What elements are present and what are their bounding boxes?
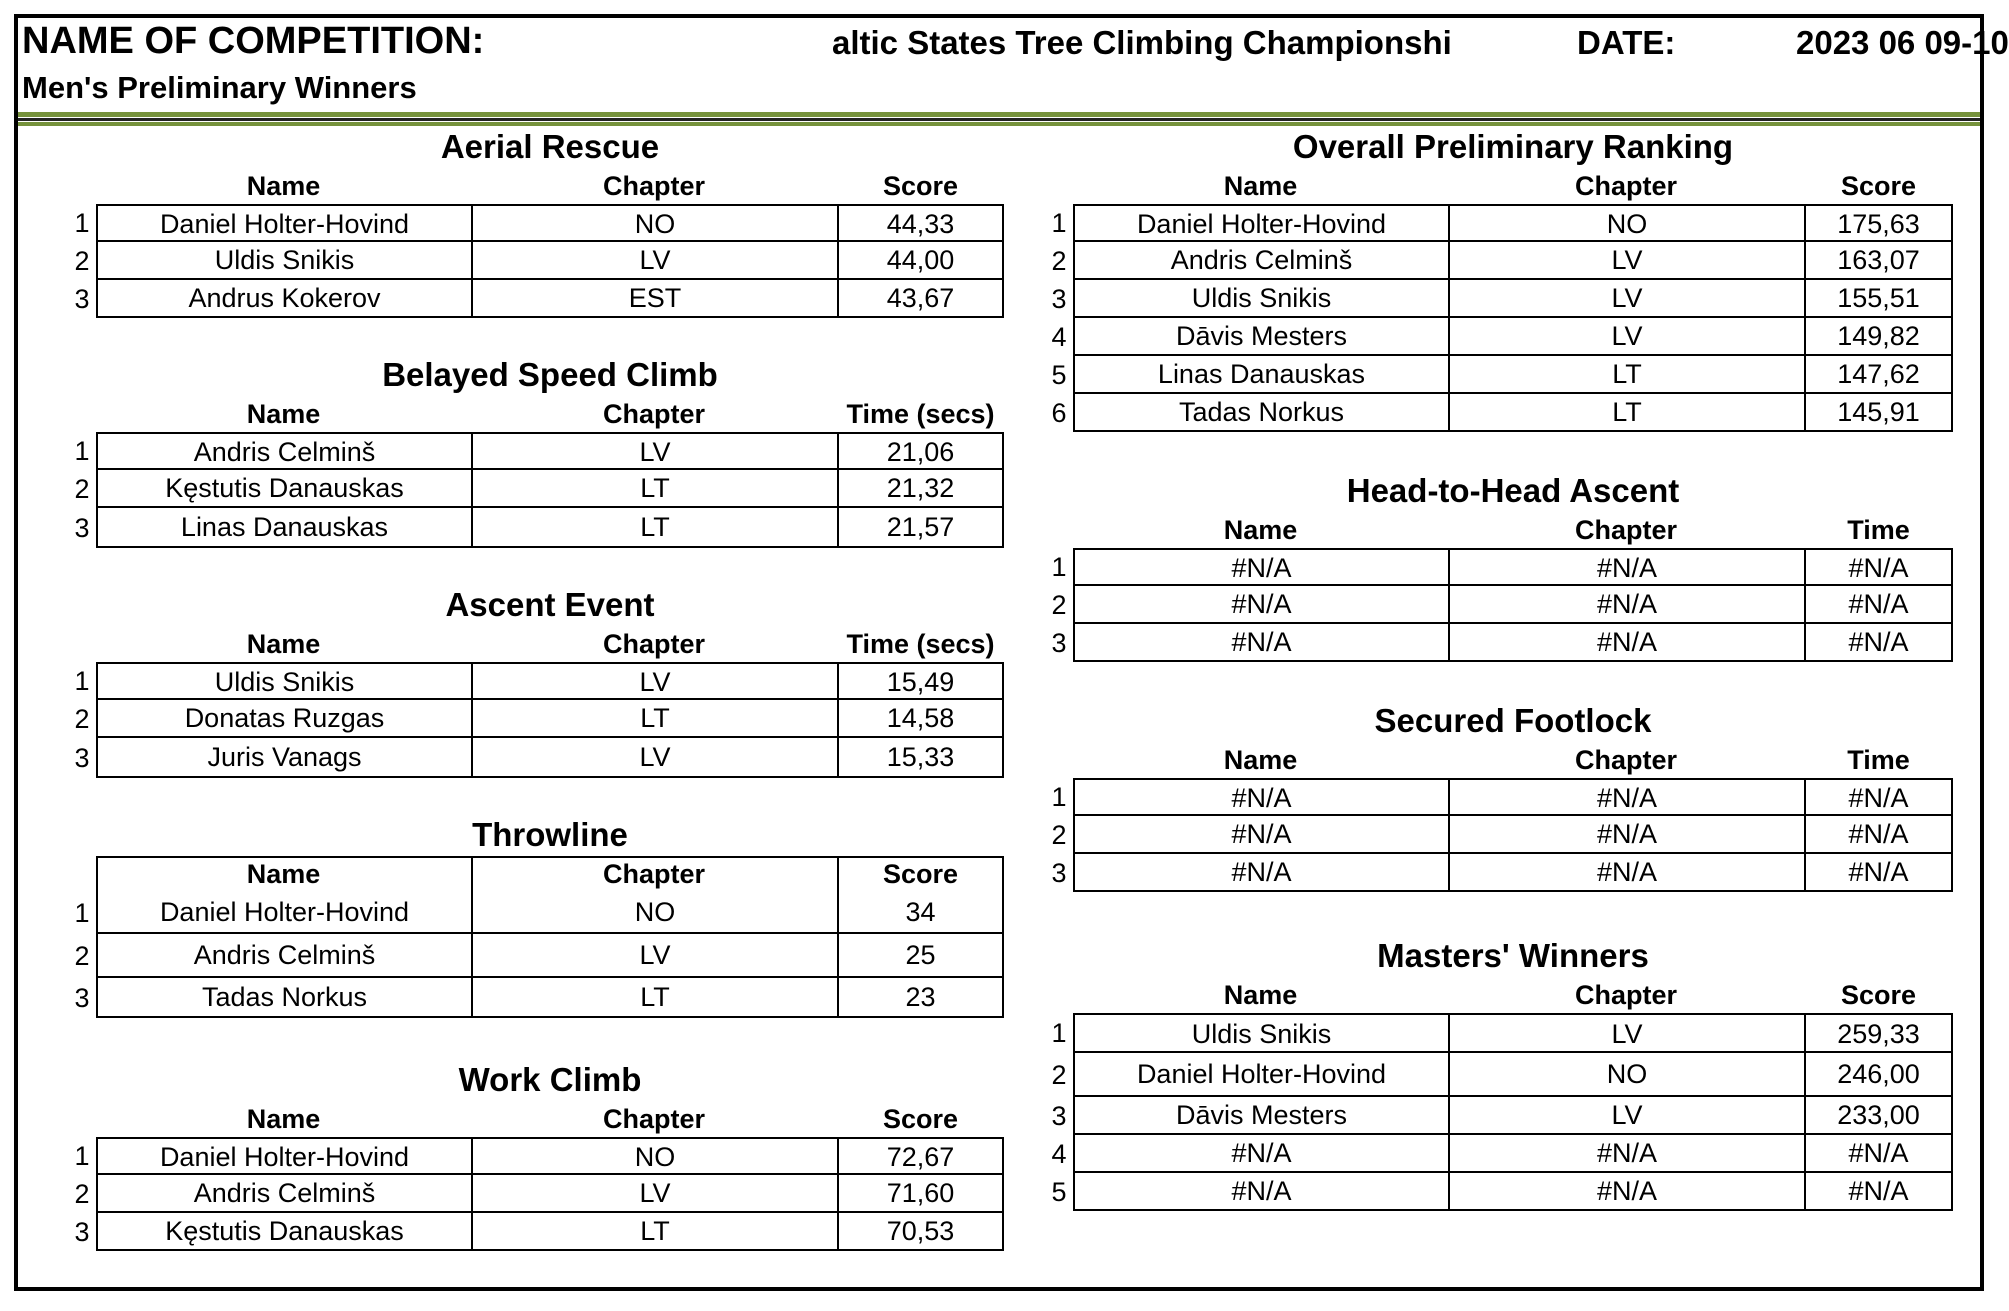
rank-number: 3	[74, 743, 90, 773]
table-row	[1045, 394, 1953, 432]
name-cell: #N/A	[1073, 548, 1448, 586]
column-header-score: Score	[882, 1104, 959, 1134]
rank-number: 3	[1051, 284, 1067, 314]
section-masters-winners	[1045, 935, 1953, 1211]
section-title: Throwline	[472, 816, 628, 853]
section-ascent-event	[68, 584, 1004, 778]
column-header-score: Score	[882, 171, 959, 201]
competition-date: 2023 06 09-10	[1796, 24, 2009, 61]
table-row	[1045, 778, 1953, 816]
table-row	[68, 700, 1004, 738]
name-cell: Tadas Norkus	[96, 978, 471, 1018]
competition-label: NAME OF COMPETITION:	[22, 20, 485, 62]
result-cell: 21,32	[837, 470, 1004, 508]
table-row	[68, 662, 1004, 700]
result-cell: 44,00	[837, 242, 1004, 280]
column-header-chapter: Chapter	[602, 171, 705, 201]
chapter-cell: LT	[1448, 356, 1804, 394]
result-cell: 175,63	[1804, 204, 1953, 242]
result-cell: 15,49	[837, 662, 1004, 700]
table-row	[1045, 1053, 1953, 1097]
table-row	[68, 978, 1004, 1018]
column-header-name: Name	[1223, 745, 1298, 775]
chapter-cell: LT	[471, 978, 837, 1018]
chapter-cell: #N/A	[1448, 854, 1804, 892]
section-title: Masters' Winners	[1377, 937, 1649, 974]
chapter-cell: #N/A	[1448, 1135, 1804, 1173]
chapter-cell: NO	[471, 204, 837, 242]
name-cell: Uldis Snikis	[1073, 1013, 1448, 1053]
name-cell: Andrus Kokerov	[96, 280, 471, 318]
name-cell: Andris Celminš	[96, 1175, 471, 1213]
name-cell: #N/A	[1073, 586, 1448, 624]
chapter-cell: LV	[1448, 1097, 1804, 1135]
table-row	[68, 470, 1004, 508]
name-cell: #N/A	[1073, 854, 1448, 892]
result-cell: #N/A	[1804, 778, 1953, 816]
rank-number: 2	[74, 246, 90, 276]
result-cell: 259,33	[1804, 1013, 1953, 1053]
name-cell: Daniel Holter-Hovind	[96, 1137, 471, 1175]
column-header-chapter: Chapter	[602, 399, 705, 429]
chapter-cell: #N/A	[1448, 624, 1804, 662]
rank-number: 2	[1051, 820, 1067, 850]
rank-number: 3	[1051, 628, 1067, 658]
section-title: Aerial Rescue	[440, 128, 660, 165]
result-cell: 21,06	[837, 432, 1004, 470]
chapter-cell: LV	[1448, 1013, 1804, 1053]
section-work-climb	[68, 1059, 1004, 1251]
chapter-cell: LT	[471, 1213, 837, 1251]
table-row	[1045, 586, 1953, 624]
table-row	[1045, 816, 1953, 854]
section-title: Secured Footlock	[1374, 702, 1652, 739]
table-row	[1045, 624, 1953, 662]
column-header-name: Name	[246, 629, 321, 659]
table-row	[68, 1175, 1004, 1213]
result-cell: 25	[837, 934, 1004, 978]
name-cell: Kęstutis Danauskas	[96, 470, 471, 508]
column-header-name: Name	[246, 399, 321, 429]
name-cell: Juris Vanags	[96, 738, 471, 778]
result-cell: #N/A	[1804, 1173, 1953, 1211]
rank-number: 3	[74, 513, 90, 543]
rank-number: 3	[1051, 1101, 1067, 1131]
chapter-cell: EST	[471, 280, 837, 318]
chapter-cell: LT	[471, 508, 837, 548]
table-row	[1045, 1097, 1953, 1135]
column-header-name: Name	[246, 171, 321, 201]
result-cell: 15,33	[837, 738, 1004, 778]
table-row	[1045, 318, 1953, 356]
name-cell: Andris Celminš	[96, 432, 471, 470]
column-header-time: Time	[1847, 745, 1910, 775]
rank-number: 2	[74, 1179, 90, 1209]
result-cell: #N/A	[1804, 548, 1953, 586]
column-header-name: Name	[1223, 980, 1298, 1010]
rank-number: 1	[74, 436, 90, 466]
result-cell: #N/A	[1804, 816, 1953, 854]
result-cell: #N/A	[1804, 624, 1953, 662]
rank-number: 5	[1051, 1177, 1067, 1207]
result-cell: 44,33	[837, 204, 1004, 242]
chapter-cell: LV	[1448, 280, 1804, 318]
column-header-score: Score	[1840, 980, 1917, 1010]
section-title: Belayed Speed Climb	[382, 356, 718, 393]
rank-number: 1	[74, 666, 90, 696]
section-title: Ascent Event	[445, 586, 655, 623]
column-header-chapter: Chapter	[1574, 745, 1677, 775]
chapter-cell: #N/A	[1448, 548, 1804, 586]
column-headers	[68, 168, 1004, 204]
column-headers	[1045, 742, 1953, 778]
rank-number: 3	[74, 284, 90, 314]
table-row	[1045, 1135, 1953, 1173]
result-cell: 43,67	[837, 280, 1004, 318]
table-row	[1045, 204, 1953, 242]
rank-number: 1	[1051, 208, 1067, 238]
result-cell: 34	[837, 892, 1004, 934]
column-header-name: Name	[1223, 171, 1298, 201]
table-row	[68, 280, 1004, 318]
result-cell: #N/A	[1804, 1135, 1953, 1173]
name-cell: Daniel Holter-Hovind	[1073, 1053, 1448, 1097]
chapter-cell: #N/A	[1448, 778, 1804, 816]
table-row	[1045, 242, 1953, 280]
rank-number: 2	[74, 941, 90, 971]
column-header-chapter: Chapter	[1574, 171, 1677, 201]
competition-name: altic States Tree Climbing Championshi	[832, 24, 1452, 61]
name-cell: Dāvis Mesters	[1073, 1097, 1448, 1135]
column-header-chapter: Chapter	[602, 629, 705, 659]
chapter-cell: LV	[471, 1175, 837, 1213]
result-cell: 246,00	[1804, 1053, 1953, 1097]
chapter-cell: #N/A	[1448, 816, 1804, 854]
name-cell: #N/A	[1073, 778, 1448, 816]
name-cell: Linas Danauskas	[96, 508, 471, 548]
rank-number: 2	[74, 474, 90, 504]
rank-number: 1	[1051, 1018, 1067, 1048]
result-cell: 163,07	[1804, 242, 1953, 280]
section-belayed-speed-climb	[68, 354, 1004, 548]
column-headers	[68, 856, 1004, 892]
name-cell: Andris Celminš	[96, 934, 471, 978]
table-row	[68, 1213, 1004, 1251]
date-label: DATE:	[1577, 24, 1676, 61]
chapter-cell: NO	[1448, 204, 1804, 242]
table-row	[68, 1137, 1004, 1175]
column-header-score: Score	[882, 859, 959, 889]
name-cell: Linas Danauskas	[1073, 356, 1448, 394]
rank-number: 2	[74, 704, 90, 734]
table-row	[68, 242, 1004, 280]
section-throwline	[68, 814, 1004, 1018]
table-row	[1045, 548, 1953, 586]
chapter-cell: LV	[471, 662, 837, 700]
section-aerial-rescue	[68, 126, 1004, 318]
result-cell: 145,91	[1804, 394, 1953, 432]
section-title: Head-to-Head Ascent	[1346, 472, 1680, 509]
result-cell: 70,53	[837, 1213, 1004, 1251]
column-headers	[1045, 977, 1953, 1013]
header-divider-dark	[18, 118, 1980, 121]
rank-number: 3	[1051, 858, 1067, 888]
result-cell: 149,82	[1804, 318, 1953, 356]
name-cell: Andris Celminš	[1073, 242, 1448, 280]
rank-number: 3	[74, 983, 90, 1013]
table-row	[68, 508, 1004, 548]
name-cell: #N/A	[1073, 1135, 1448, 1173]
rank-number: 1	[74, 208, 90, 238]
column-header-chapter: Chapter	[602, 859, 705, 889]
column-header-name: Name	[246, 859, 321, 889]
name-cell: Tadas Norkus	[1073, 394, 1448, 432]
rank-number: 1	[74, 898, 90, 928]
chapter-cell: #N/A	[1448, 1173, 1804, 1211]
name-cell: Uldis Snikis	[1073, 280, 1448, 318]
table-row	[68, 892, 1004, 934]
name-cell: #N/A	[1073, 624, 1448, 662]
rank-number: 3	[74, 1217, 90, 1247]
column-header-score: Score	[1840, 171, 1917, 201]
rank-number: 6	[1051, 398, 1067, 428]
result-cell: 72,67	[837, 1137, 1004, 1175]
table-row	[1045, 854, 1953, 892]
result-cell: #N/A	[1804, 586, 1953, 624]
result-cell: 155,51	[1804, 280, 1953, 318]
section-title: Overall Preliminary Ranking	[1292, 128, 1734, 165]
column-header-time: Time	[1847, 515, 1910, 545]
table-row	[68, 738, 1004, 778]
name-cell: #N/A	[1073, 1173, 1448, 1211]
column-header-chapter: Chapter	[1574, 980, 1677, 1010]
column-header-name: Name	[246, 1104, 321, 1134]
table-row	[1045, 280, 1953, 318]
header-divider-green	[18, 112, 1980, 117]
chapter-cell: NO	[1448, 1053, 1804, 1097]
result-cell: #N/A	[1804, 854, 1953, 892]
chapter-cell: LV	[1448, 242, 1804, 280]
result-cell: 71,60	[837, 1175, 1004, 1213]
rank-number: 2	[1051, 590, 1067, 620]
name-cell: Donatas Ruzgas	[96, 700, 471, 738]
section-secured-footlock	[1045, 700, 1953, 892]
name-cell: Daniel Holter-Hovind	[96, 892, 471, 934]
chapter-cell: LV	[471, 934, 837, 978]
table-row	[68, 934, 1004, 978]
table-row	[68, 432, 1004, 470]
rank-number: 2	[1051, 1060, 1067, 1090]
result-cell: 147,62	[1804, 356, 1953, 394]
name-cell: Dāvis Mesters	[1073, 318, 1448, 356]
rank-number: 4	[1051, 322, 1067, 352]
chapter-cell: LV	[1448, 318, 1804, 356]
table-row	[68, 204, 1004, 242]
chapter-cell: LV	[471, 432, 837, 470]
section-title: Work Climb	[458, 1061, 642, 1098]
result-cell: 21,57	[837, 508, 1004, 548]
column-header-time-secs: Time (secs)	[846, 629, 995, 659]
table-row	[1045, 1013, 1953, 1053]
name-cell: Kęstutis Danauskas	[96, 1213, 471, 1251]
column-headers	[68, 396, 1004, 432]
column-header-name: Name	[1223, 515, 1298, 545]
rank-number: 2	[1051, 246, 1067, 276]
rank-number: 4	[1051, 1139, 1067, 1169]
table-row	[1045, 1173, 1953, 1211]
chapter-cell: LT	[1448, 394, 1804, 432]
rank-number: 1	[74, 1141, 90, 1171]
column-headers	[68, 1101, 1004, 1137]
name-cell: Daniel Holter-Hovind	[96, 204, 471, 242]
name-cell: #N/A	[1073, 816, 1448, 854]
column-header-chapter: Chapter	[1574, 515, 1677, 545]
name-cell: Uldis Snikis	[96, 242, 471, 280]
rank-number: 1	[1051, 552, 1067, 582]
column-header-time-secs: Time (secs)	[846, 399, 995, 429]
chapter-cell: LT	[471, 700, 837, 738]
chapter-cell: NO	[471, 1137, 837, 1175]
name-cell: Uldis Snikis	[96, 662, 471, 700]
chapter-cell: LV	[471, 738, 837, 778]
column-headers	[1045, 512, 1953, 548]
rank-number: 1	[1051, 782, 1067, 812]
result-cell: 23	[837, 978, 1004, 1018]
rank-number: 5	[1051, 360, 1067, 390]
section-overall-preliminary-ranking	[1045, 126, 1953, 432]
name-cell: Daniel Holter-Hovind	[1073, 204, 1448, 242]
result-cell: 14,58	[837, 700, 1004, 738]
result-cell: 233,00	[1804, 1097, 1953, 1135]
column-headers	[68, 626, 1004, 662]
chapter-cell: LT	[471, 470, 837, 508]
chapter-cell: NO	[471, 892, 837, 934]
table-row	[1045, 356, 1953, 394]
section-head-to-head-ascent	[1045, 470, 1953, 662]
column-headers	[1045, 168, 1953, 204]
column-header-chapter: Chapter	[602, 1104, 705, 1134]
page-subtitle: Men's Preliminary Winners	[22, 70, 417, 105]
chapter-cell: LV	[471, 242, 837, 280]
chapter-cell: #N/A	[1448, 586, 1804, 624]
